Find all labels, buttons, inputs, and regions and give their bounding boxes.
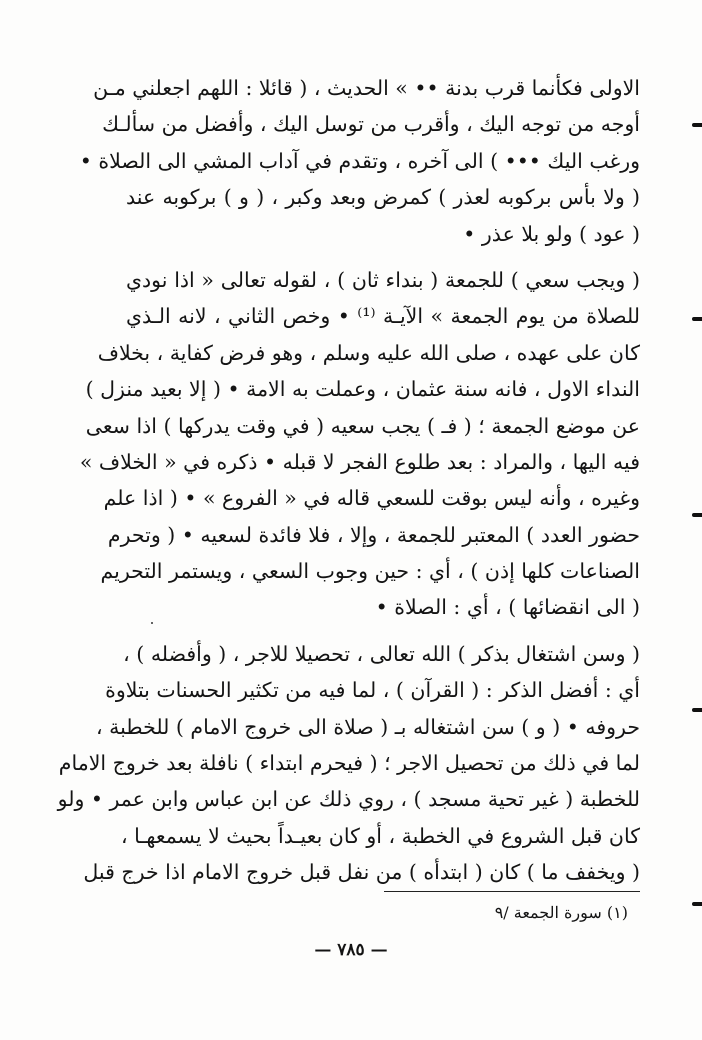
text-line-15: ( الى انقضائها ) ، أي : الصلاة • (375, 595, 640, 620)
text-line-10: عن موضع الجمعة ؛ ( فـ ) يجب سعيه ( في وقت يدركها ) اذا سعى (85, 413, 640, 438)
margin-scan-mark (692, 123, 702, 127)
text-line-13: حضور العدد ) المعتبر للجمعة ، وإلا ، فلا فائدة لسعيه • ( وتحرم (107, 522, 640, 547)
paragraph-gap (126, 252, 640, 262)
text-line-18: حروفه • ( و ) سن اشتغاله بـ ( صلاة الى خروج الامام ) للخطبة ، (95, 714, 640, 739)
text-line-8: كان على عهده ، صلى الله عليه وسلم ، وهو فرض كفاية ، بخلاف (97, 340, 640, 365)
text-line-2: أوجه من توجه اليك ، وأقرب من توسل اليك ، وأفضل من سألـك (102, 112, 640, 137)
text-line-11: فيه اليها ، والمراد : بعد طلوع الفجر لا قبله • ذكره في « الخلاف » (79, 449, 640, 474)
text-line-17: أي : أفضل الذكر : ( القرآن ) ، لما فيه من تكثير الحسنات بتلاوة (105, 678, 640, 703)
footnote-rule (384, 891, 640, 892)
footnote: (١) سورة الجمعة /٩ (494, 903, 628, 922)
margin-scan-mark (692, 902, 702, 906)
text-line-21: كان قبل الشروع في الخطبة ، أو كان بعيـداً بحيث لا يسمعهـا ، (120, 823, 640, 848)
text-line-22: ( ويخفف ما ) كان ( ابتدأه ) من نفل قبل خروج الامام اذا خرج قبل (83, 860, 640, 885)
text-line-14: الصناعات كلها إذن ) ، أي : حين وجوب السعي ، ويستمر التحريم (100, 559, 640, 584)
text-line-1: الاولى فكأنما قرب بدنة ‎••‎ » الحديث ، ( قائلا : اللهم اجعلني مـن (93, 76, 640, 100)
paragraph-gap (126, 626, 640, 636)
margin-scan-mark (692, 513, 702, 517)
text-line-6: ( ويجب سعي ) للجمعة ( بنداء ثان ) ، لقوله تعالى « اذا نودي (126, 267, 640, 292)
text-line-9: النداء الاول ، فانه سنة عثمان ، وعملت به الامة • ( إلا بعيد منزل ) (85, 377, 640, 402)
text-line-4: ( ولا بأس بركوبه لعذر ) كمرض وبعد وكبر ، ( و ) بركوبه عند (126, 185, 640, 210)
text-line-5: ( عود ) ولو بلا عذر • (463, 221, 640, 246)
text-line-19: لما في ذلك من تحصيل الاجر ؛ ( فيحرم ابتداء ) نافلة بعد خروج الامام (58, 751, 640, 776)
body-text (57, 70, 640, 891)
text-line-20: للخطبة ( غير تحية مسجد ) ، روي ذلك عن ابن عباس وابن عمر • ولو (57, 787, 640, 812)
scan-speck (151, 622, 153, 624)
page-number: — ٧٨٥ — (314, 940, 388, 960)
margin-scan-mark (692, 708, 702, 712)
text-line-3: ورغب اليك ‎•••‎ ) الى آخره ، وتقدم في آداب المشي الى الصلاة • (79, 148, 640, 173)
margin-scan-mark (692, 317, 702, 321)
text-line-12: وغيره ، وأنه ليس بوقت للسعي قاله في « الفروع » • ( اذا علم (103, 486, 640, 511)
text-line-7: للصلاة من يوم الجمعة » الآيـة ⁽¹⁾ • وخص الثاني ، لانه الـذي (126, 304, 640, 329)
text-line-16: ( وسن اشتغال بذكر ) الله تعالى ، تحصيلا للاجر ، ( وأفضله ) ، (123, 641, 640, 666)
